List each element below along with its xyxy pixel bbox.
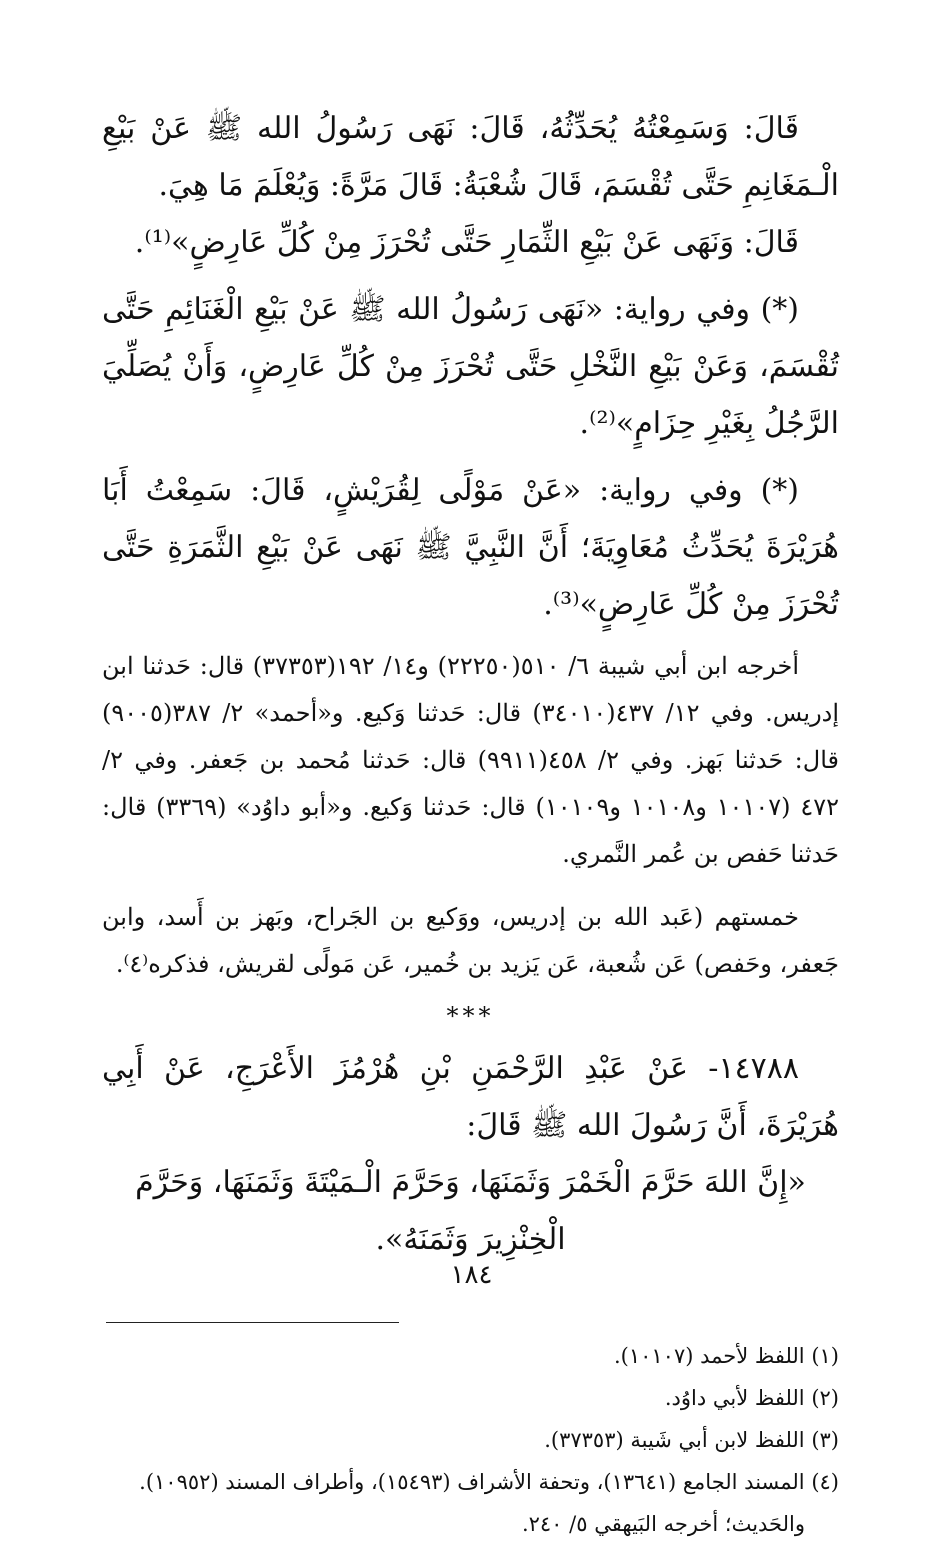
hadith-paragraph: قَالَ: وَنَهَى عَنْ بَيْعِ الثِّمَارِ حَتَّى تُحْرَزَ مِنْ كُلِّ عَارِضٍ»⁽¹⁾. <box>134 225 799 260</box>
takhrij-paragraph: أخرجه ابن أبي شيبة ٦/ ٥١٠(٢٢٢٥٠) و١٤/ ١٩٢(٣٧٣٥٣) قال: حَدثنا ابن إدريس. وفي ١٢/ ٤٣٧(٣٤٠١٠) قال: حَدثنا وَكيع. و«أحمد» ٢/ ٣٨٧(٩٠٠٥) قال: حَدثنا بَهز. وفي ٢/ ٤٥٨(٩٩١١) قال: حَدثنا مُحمد بن جَعفر. وفي ٢/ ٤٧٢ (١٠١٠٧ و١٠١٠٨ و١٠١٠٩) قال: حَدثنا وَكيع. و«أبو داوُد» (٣٣٦٩) قال: حَدثنا حَفص بن عُمر النَّمري. <box>102 652 840 868</box>
page-number: ١٨٤ <box>450 1260 493 1290</box>
takhrij-summary: خمستهم (عَبد الله بن إدريس، ووَكيع بن الجَراح، وبَهز بن أَسد، وابن جَعفر، وحَفص) عَن شُعبة، عَن يَزيد بن خُمير، عَن مَولًى لقريش، فذكره⁽٤⁾. <box>102 903 839 978</box>
hadith-paragraph: قَالَ: وَسَمِعْتُهُ يُحَدِّثُهُ، قَالَ: نَهَى رَسُولُ الله ﷺ عَنْ بَيْعِ الْـمَغَانِمِ حَتَّى تُقْسَمَ، قَالَ شُعْبَةُ: قَالَ مَرَّةً: وَيُعْلَمَ مَا هِيَ. <box>102 111 839 203</box>
narration-variant: (*) وفي رواية: «نَهَى رَسُولُ الله ﷺ عَنْ بَيْعِ الْغَنَائِمِ حَتَّى تُقْسَمَ، وَعَنْ بَيْعِ النَّخْلِ حَتَّى تُحْرَزَ مِنْ كُلِّ عَارِضٍ، وَأَنْ يُصَلِّيَ الرَّجُلُ بِغَيْرِ حِزَامٍ»⁽²⁾. <box>102 292 840 441</box>
footnote-continuation: والحَديث؛ أخرجه البَيهقي ٥/ ٢٤٠. <box>521 1512 805 1536</box>
footnote: (٣) اللفظ لابن أبي شَيبة (٣٧٣٥٣). <box>544 1428 839 1452</box>
section-separator: *** <box>446 1002 495 1030</box>
footnote: (١) اللفظ لأحمد (١٠١٠٧). <box>613 1344 839 1368</box>
narration-variant: (*) وفي رواية: «عَنْ مَوْلًى لِقُرَيْشٍ، قَالَ: سَمِعْتُ أَبَا هُرَيْرَةَ يُحَدِّثُ مُعَاوِيَةَ؛ أَنَّ النَّبِيَّ ﷺ نَهَى عَنْ بَيْعِ الثَّمَرَةِ حَتَّى تُحْرَزَ مِنْ كُلِّ عَارِضٍ»⁽³⁾. <box>102 473 839 622</box>
footnotes <box>102 1335 839 1545</box>
footnote-divider <box>106 1322 399 1323</box>
hadith-text: «إِنَّ اللهَ حَرَّمَ الْخَمْرَ وَثَمَنَهَا، وَحَرَّمَ الْـمَيْتَةَ وَثَمَنَهَا، وَحَرَّمَ الْخِنْزِيرَ وَثَمَنَهُ». <box>135 1165 806 1257</box>
hadith-intro: ١٤٧٨٨- عَنْ عَبْدِ الرَّحْمَنِ بْنِ هُرْمُزَ الأَعْرَجِ، عَنْ أَبِي هُرَيْرَةَ، أَنَّ رَسُولَ الله ﷺ قَالَ: <box>102 1051 839 1143</box>
footnote: (٤) المسند الجامع (١٣٦٤١)، وتحفة الأشراف (١٥٤٩٣)، وأطراف المسند (١٠٩٥٢). <box>139 1470 839 1494</box>
footnote: (٢) اللفظ لأبي داوُد. <box>664 1386 839 1410</box>
